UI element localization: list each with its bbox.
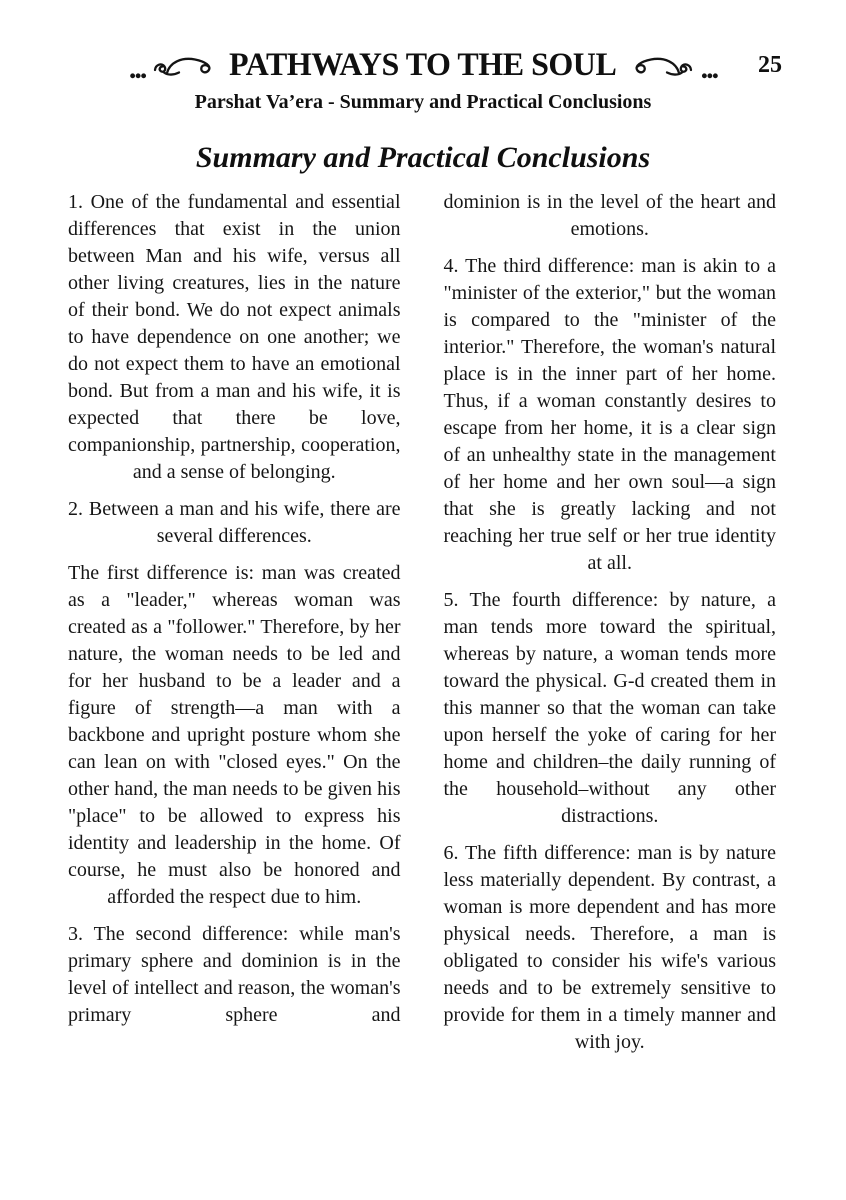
paragraph: 3. The second difference: while man's primary sphere and dominion is in the level of intellect and reason, the woman's primary sphere and: [68, 923, 401, 1026]
page-number: 25: [758, 52, 782, 78]
flourish-icon-left: [153, 54, 215, 80]
section-title: Summary and Practical Conclusions: [195, 141, 651, 174]
paragraph: 5. The fourth difference: by nature, a man tends more toward the spiritual, whereas by nature, a woman tends more toward the physical. G-d created them in this manner so that the woman can take upon herself the yoke of caring for her home and children–the daily running of the household–without any other distractions.: [443, 589, 776, 827]
paragraph: 1. One of the fundamental and essential differences that exist in the union between Man and his wife, versus all other living creatures, lies in the nature of their bond. We do not expect animals to have dependence on one another; we do not expect them to have an emotional bond. But from a man and his wife, it is expected that there be love, companionship, partnership, cooperation, and a sense of belonging.: [68, 191, 401, 483]
paragraph: dominion is in the level of the heart and emotions.: [443, 191, 776, 240]
book-title-row: [0, 44, 846, 86]
paragraph: 2. Between a man and his wife, there are several differences.: [68, 498, 401, 547]
right-column: [444, 189, 777, 1066]
ornament-dots-right: ...: [700, 52, 718, 85]
text-columns: [0, 189, 846, 1066]
book-title: PATHWAYS TO THE SOUL: [229, 46, 617, 83]
left-column: [68, 189, 401, 1066]
page-header: [0, 0, 846, 114]
paragraph: The first difference is: man was created as a "leader," whereas woman was created as a "follower." Therefore, by her nature, the woman needs to be led and for her husband to be a leader and a figure of strength—a man with a backbone and upright posture whom she can lean on with "closed eyes." On the other hand, the man needs to be given his "place" to be allowed to express his identity and leadership in the home. Of course, he must also be honored and afforded the respect due to him.: [68, 562, 401, 908]
flourish-icon-right: [631, 54, 693, 80]
ornament-dots-left: ...: [128, 52, 146, 85]
chapter-subtitle: Parshat Va’era - Summary and Practical Conclusions: [194, 91, 652, 113]
paragraph: 4. The third difference: man is akin to a "minister of the exterior," but the woman is compared to the "minister of the interior." Therefore, the woman's natural place is in the inner part of her home. Thus, if a woman constantly desires to escape from her home, it is a clear sign of an unhealthy state in the management of her home and her own soul—a sign that she is greatly lacking and not reaching her true self or her true identity at all.: [443, 255, 776, 574]
paragraph: 6. The fifth difference: man is by nature less materially dependent. By contrast, a woman is more dependent and has more physical needs. Therefore, a man is obligated to consider his wife's various needs and to be extremely sensitive to provide for them in a timely manner and with joy.: [443, 842, 776, 1053]
